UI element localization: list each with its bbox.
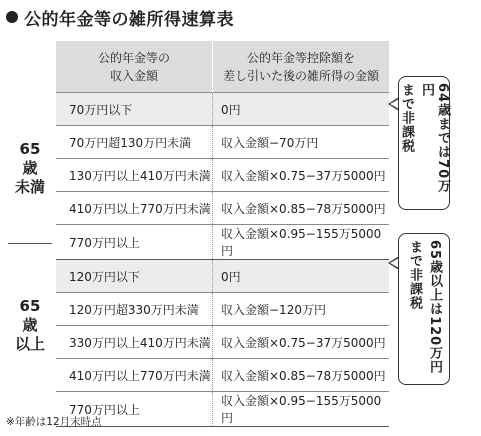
table-row: [56, 392, 389, 427]
amount-cell: 0円: [213, 260, 390, 293]
age-label-number: 65: [19, 296, 41, 315]
age-group-65plus-label: [8, 245, 52, 405]
header-income: [56, 41, 213, 93]
callout-65plus-line1: 65歳以上は120万円: [427, 240, 442, 375]
callout-under65-line2: まで非課税: [399, 83, 414, 153]
age-label-unit: 歳: [22, 315, 38, 334]
income-cell: 410万円以上770万円未満: [56, 359, 213, 392]
age-label-qualifier: 未満: [14, 177, 45, 196]
income-cell: 770万円以上: [56, 392, 213, 427]
age-label-unit: 歳: [22, 158, 38, 177]
table-header-row: [56, 41, 389, 93]
table-row: [56, 93, 389, 126]
age-group-under65-label: [8, 93, 52, 243]
age-label-qualifier: 以上: [14, 334, 45, 353]
income-cell: 70万円超130万円未満: [56, 126, 213, 159]
amount-cell: 0円: [213, 93, 390, 126]
income-cell: 410万円以上770万円未満: [56, 192, 213, 225]
income-cell: 770万円以上: [56, 225, 213, 260]
callout-65plus-line2: まで非課税: [407, 240, 422, 310]
tax-table: [56, 41, 389, 427]
income-cell: 70万円以下: [56, 93, 213, 126]
header-amount-line1: 公的年金等控除額を: [246, 50, 355, 65]
income-cell: 120万円超330万円未満: [56, 293, 213, 326]
table-row: [56, 126, 389, 159]
amount-cell: 収入金額×0.85−78万5000円: [213, 192, 390, 225]
callout-under65: [398, 76, 450, 210]
income-cell: 120万円以下: [56, 260, 213, 293]
amount-cell: 収入金額×0.95−155万5000円: [213, 225, 390, 260]
amount-cell: 収入金額×0.95−155万5000円: [213, 392, 390, 427]
amount-cell: 収入金額×0.75−37万5000円: [213, 159, 390, 192]
callout-under65-line1: 64歳までは70万円: [419, 83, 450, 194]
bullet-icon: [6, 11, 18, 23]
footnote: ※年齢は12月末時点: [6, 416, 102, 428]
income-cell: 130万円以上410万円未満: [56, 159, 213, 192]
amount-cell: 収入金額−70万円: [213, 126, 390, 159]
header-amount: [213, 41, 390, 93]
title-text: 公的年金等の雑所得速算表: [24, 9, 234, 30]
table-row: [56, 192, 389, 225]
amount-cell: 収入金額×0.75−37万5000円: [213, 326, 390, 359]
table-row: [56, 260, 389, 293]
header-income-line2: 収入金額: [109, 68, 158, 83]
table-row: [56, 159, 389, 192]
table-row: [56, 359, 389, 392]
income-cell: 330万円以上410万円未満: [56, 326, 213, 359]
age-label-number: 65: [19, 139, 41, 158]
table-row: [56, 225, 389, 260]
table-row: [56, 326, 389, 359]
amount-cell: 収入金額−120万円: [213, 293, 390, 326]
header-amount-line2: 差し引いた後の雑所得の金額: [222, 68, 379, 83]
page-title: [6, 6, 234, 28]
table-row: [56, 293, 389, 326]
amount-cell: 収入金額×0.85−78万5000円: [213, 359, 390, 392]
age-group-divider: [8, 243, 52, 244]
header-income-line1: 公的年金等の: [97, 50, 170, 65]
callout-65plus: [398, 233, 450, 385]
